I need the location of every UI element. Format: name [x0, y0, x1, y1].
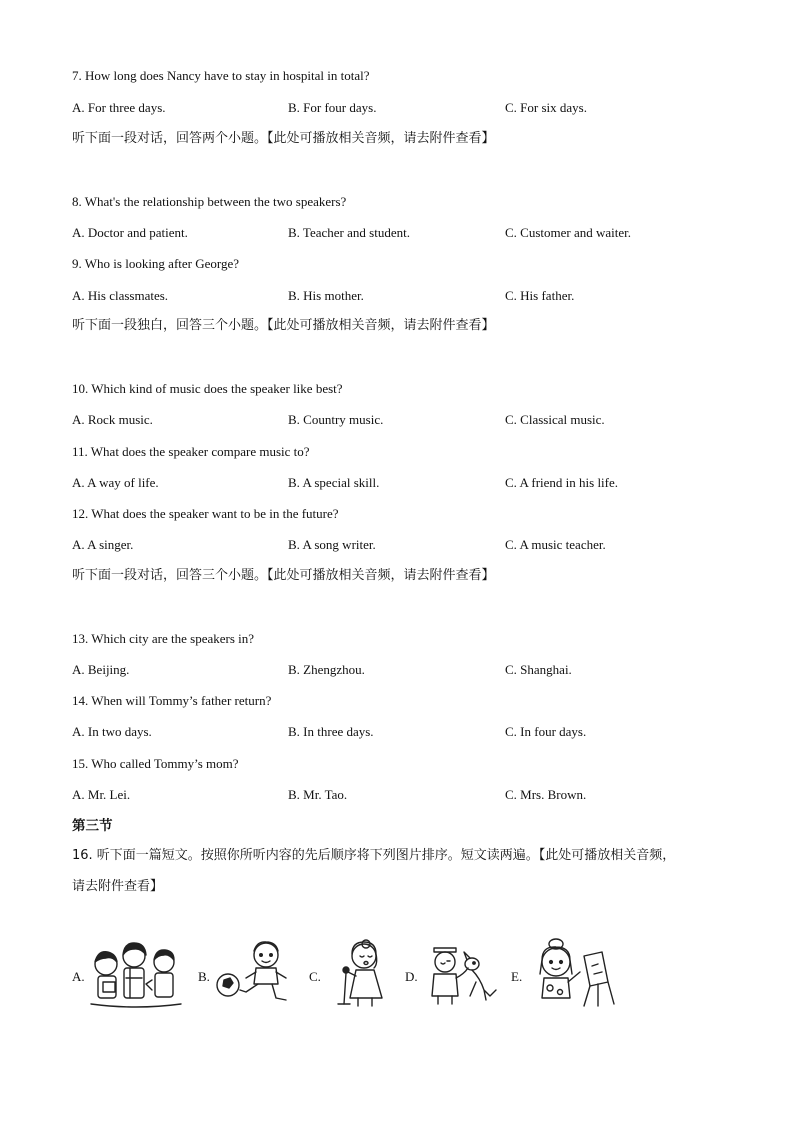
question-13: 13. Which city are the speakers in? [72, 631, 255, 646]
q12-option-b: B. A song writer. [288, 537, 376, 552]
q9-option-a: A. His classmates. [72, 288, 169, 303]
q13-option-b: B. Zhengzhou. [288, 662, 365, 677]
q14-option-a: A. In two days. [72, 724, 152, 739]
q12-option-a: A. A singer. [72, 537, 134, 552]
q7-option-a: A. For three days. [72, 100, 166, 115]
q10-option-b: B. Country music. [288, 412, 384, 427]
q9-option-b: B. His mother. [288, 288, 364, 303]
instruction-dialog-two: 听下面一段对话，回答两个小题。【此处可播放相关音频，请去附件查看】 [72, 131, 495, 146]
section-heading: 第三节 [72, 818, 113, 834]
question-16-line1: 16. 听下面一篇短文。按照你所听内容的先后顺序将下列图片排序。短文读两遍。【此处可播放相关音频， [72, 848, 676, 863]
boy-playing-football-icon [214, 938, 296, 1010]
picture-label-e: E. [511, 969, 523, 984]
q13-option-a: A. Beijing. [72, 662, 130, 677]
question-16-line2: 请去附件查看】 [72, 879, 164, 894]
picture-label-c: C. [309, 969, 321, 984]
q15-option-b: B. Mr. Tao. [288, 787, 348, 802]
q9-option-c: C. His father. [505, 288, 575, 303]
question-15: 15. Who called Tommy’s mom? [72, 756, 239, 771]
question-7: 7. How long does Nancy have to stay in hospital in total? [72, 68, 370, 83]
question-11: 11. What does the speaker compare music to? [72, 444, 310, 459]
girl-singing-icon [326, 938, 394, 1010]
picture-label-d: D. [405, 969, 418, 984]
q14-option-c: C. In four days. [505, 724, 587, 739]
q12-option-c: C. A music teacher. [505, 537, 606, 552]
question-9: 9. Who is looking after George? [72, 256, 240, 271]
q7-option-b: B. For four days. [288, 100, 377, 115]
question-10: 10. Which kind of music does the speaker like best? [72, 381, 343, 396]
question-12: 12. What does the speaker want to be in the future? [72, 506, 339, 521]
q11-option-b: B. A special skill. [288, 475, 380, 490]
instruction-monolog-three: 听下面一段独白，回答三个小题。【此处可播放相关音频，请去附件查看】 [72, 318, 495, 333]
q14-option-b: B. In three days. [288, 724, 374, 739]
q15-option-a: A. Mr. Lei. [72, 787, 131, 802]
instruction-dialog-three: 听下面一段对话，回答三个小题。【此处可播放相关音频，请去附件查看】 [72, 568, 495, 583]
q15-option-c: C. Mrs. Brown. [505, 787, 587, 802]
q8-option-c: C. Customer and waiter. [505, 225, 632, 240]
q11-option-c: C. A friend in his life. [505, 475, 619, 490]
children-reading-icon [86, 938, 186, 1010]
q13-option-c: C. Shanghai. [505, 662, 572, 677]
q8-option-b: B. Teacher and student. [288, 225, 410, 240]
q7-option-c: C. For six days. [505, 100, 587, 115]
question-14: 14. When will Tommy’s father return? [72, 693, 272, 708]
q11-option-a: A. A way of life. [72, 475, 159, 490]
girl-painting-icon [528, 936, 618, 1010]
q10-option-c: C. Classical music. [505, 412, 605, 427]
picture-label-b: B. [198, 969, 210, 984]
q10-option-a: A. Rock music. [72, 412, 153, 427]
question-8: 8. What's the relationship between the two speakers? [72, 194, 347, 209]
picture-label-a: A. [72, 969, 85, 984]
boy-with-dog-icon [424, 938, 500, 1010]
q8-option-a: A. Doctor and patient. [72, 225, 188, 240]
